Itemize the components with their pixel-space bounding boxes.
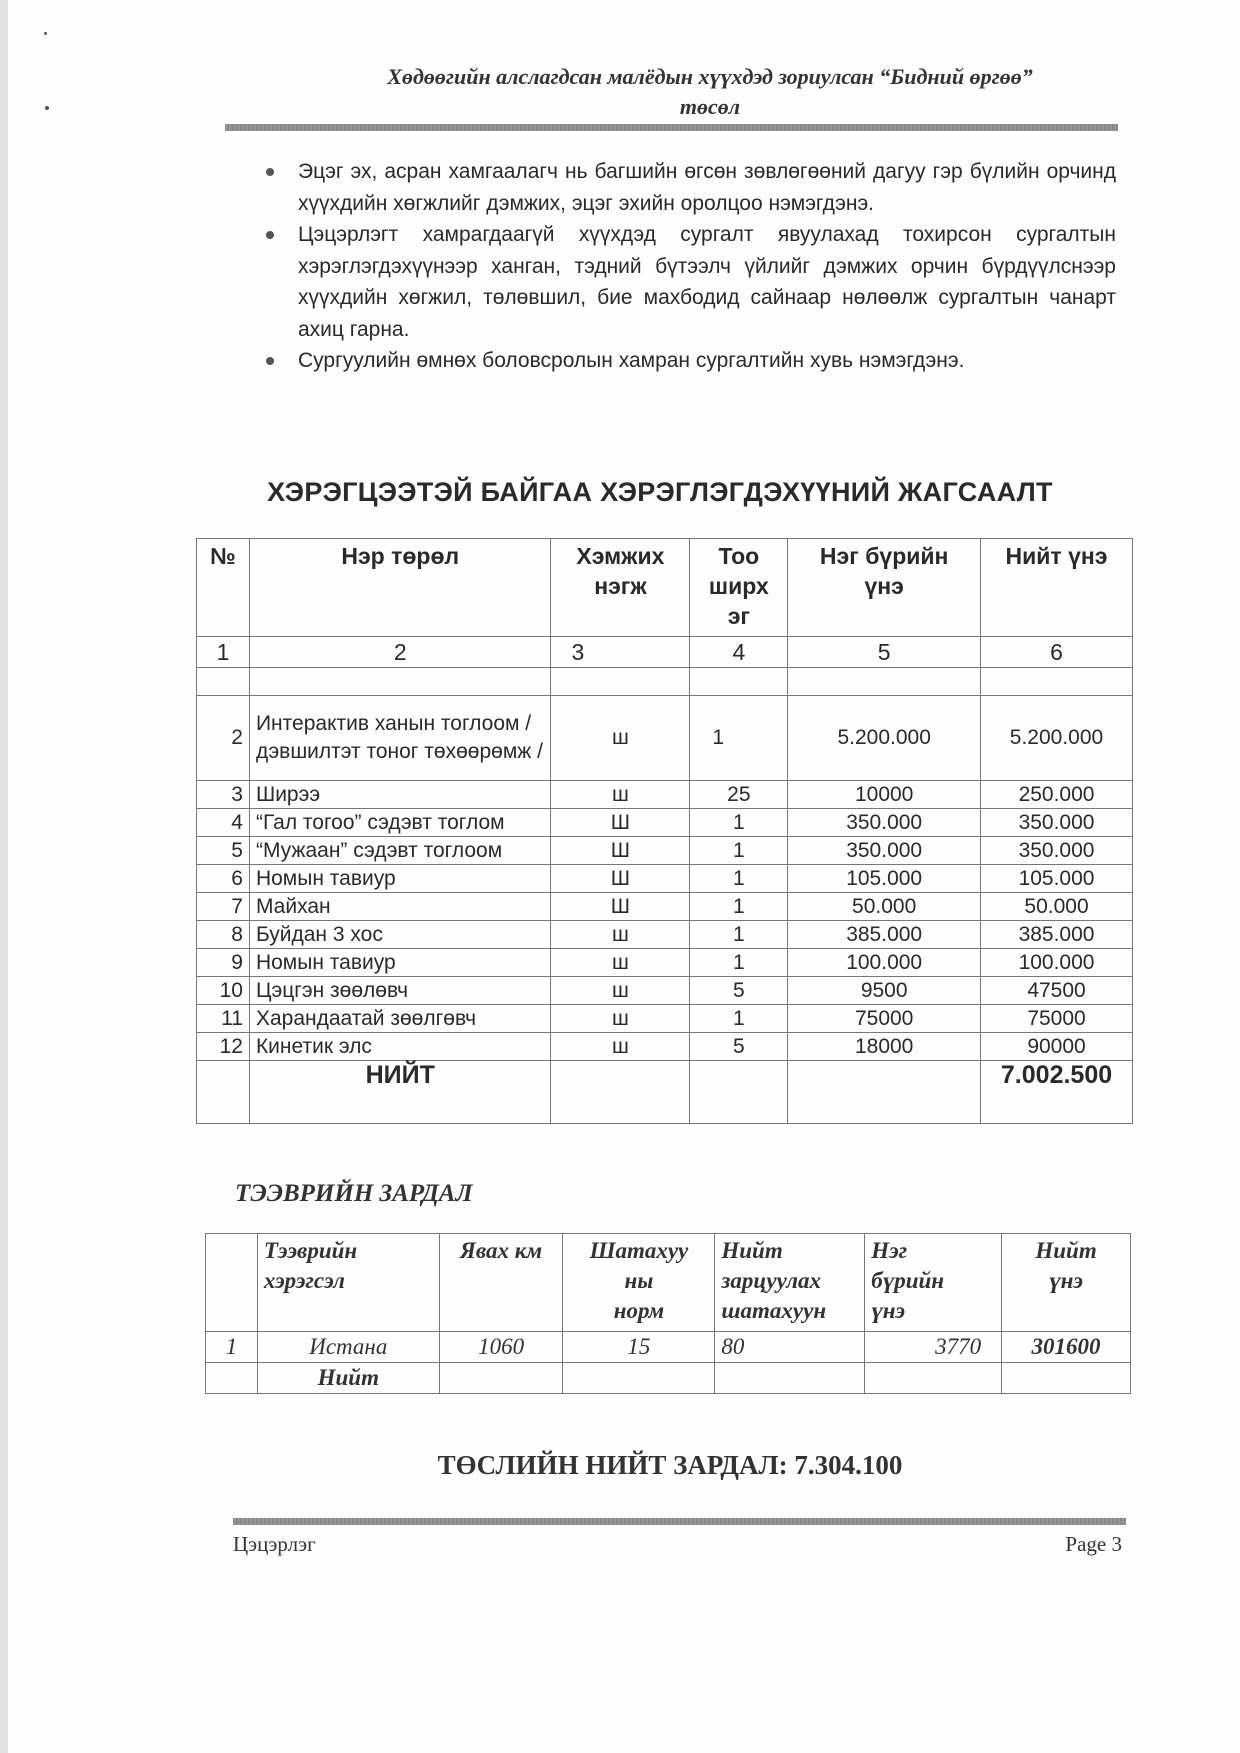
total-label: Нийт — [257, 1363, 439, 1394]
table-row: 9 Номын тавиур ш 1 100.000 100.000 — [197, 949, 1133, 977]
footer-organization: Цэцэрлэг — [233, 1532, 316, 1556]
table-row: 6 Номын тавиур Ш 1 105.000 105.000 — [197, 865, 1133, 893]
scan-speck — [44, 32, 47, 35]
outcome-list — [262, 156, 1116, 377]
table-header-row — [206, 1234, 1131, 1332]
table-row: 5 “Мужаан” сэдэвт тоглоом Ш 1 350.000 350.000 — [197, 837, 1133, 865]
table-total-row — [197, 1061, 1133, 1124]
col-header-name: Нэр төрөл — [249, 539, 551, 637]
col-header-km: Явах км — [439, 1234, 563, 1332]
col-header-qty: Тоо ширх эг — [690, 539, 788, 637]
total-value: 7.002.500 — [981, 1061, 1133, 1124]
col-header-unit-price: Нэг бүрийн үнэ — [788, 539, 981, 637]
table-header-row — [197, 539, 1133, 637]
bullet-icon — [266, 231, 274, 239]
transport-section-title: ТЭЭВРИЙН ЗАРДАЛ — [235, 1180, 473, 1207]
table-row: 8 Буйдан 3 хос ш 1 385.000 385.000 — [197, 921, 1133, 949]
table-row — [197, 668, 1133, 696]
table-row: 3 Ширээ ш 25 10000 250.000 — [197, 781, 1133, 809]
col-header-vehicle: Тээврийн хэрэгсэл — [257, 1234, 439, 1332]
bullet-icon — [266, 168, 274, 176]
table-row: 7 Майхан Ш 1 50.000 50.000 — [197, 893, 1133, 921]
equipment-section-title: ХЭРЭГЦЭЭТЭЙ БАЙГАА ХЭРЭГЛЭГДЭХҮҮНИЙ ЖАГСААЛТ — [267, 477, 1053, 507]
table-total-row — [206, 1363, 1131, 1394]
scan-edge — [0, 0, 8, 1753]
scan-speck — [45, 106, 49, 110]
bullet-icon — [266, 357, 274, 365]
project-grand-total: ТӨСЛИЙН НИЙТ ЗАРДАЛ: 7.304.100 — [437, 1450, 903, 1480]
table-row: 1 Истана 1060 15 80 3770 301600 — [206, 1332, 1131, 1363]
col-header-unit: Хэмжих нэгж — [551, 539, 690, 637]
col-header-fuel-norm: Шатахуу ны норм — [563, 1234, 715, 1332]
page-header — [300, 62, 1120, 122]
transport-table — [205, 1233, 1131, 1394]
table-row: 12 Кинетик элс ш 5 18000 90000 — [197, 1033, 1133, 1061]
list-item: Сургуулийн өмнөх боловсролын хамран сургалтийн хувь нэмэгдэнэ. — [262, 345, 1116, 377]
col-header-total: Нийт үнэ — [981, 539, 1133, 637]
table-row: 11 Харандаатай зөөлгөвч ш 1 75000 75000 — [197, 1005, 1133, 1033]
footer-divider — [233, 1518, 1126, 1525]
header-title-line1: Хөдөөгийн алслагдсан малёдын хүүхдэд зориулсан “Бидний өргөө” — [387, 64, 1033, 89]
col-header-total-fuel: Нийт зарцуулах шатахуун — [715, 1234, 865, 1332]
page-number: Page 3 — [1065, 1532, 1122, 1556]
column-number-row: 1 2 3 4 5 6 — [197, 637, 1133, 668]
header-divider — [225, 124, 1118, 131]
total-label: НИЙТ — [249, 1061, 551, 1124]
header-title-line2: төсөл — [679, 94, 741, 119]
col-header-unit-price: Нэг бүрийн үнэ — [865, 1234, 1002, 1332]
table-row: 2 Интерактив ханын тоглоом /дэвшилтэт тоног төхөөрөмж / ш 1 5.200.000 5.200.000 — [197, 696, 1133, 781]
table-row: 10 Цэцгэн зөөлөвч ш 5 9500 47500 — [197, 977, 1133, 1005]
col-header-total-price: Нийт үнэ — [1002, 1234, 1131, 1332]
equipment-table — [196, 538, 1133, 1124]
table-row: 4 “Гал тогоо” сэдэвт тоглом Ш 1 350.000 350.000 — [197, 809, 1133, 837]
list-item: Цэцэрлэгт хамрагдаагүй хүүхдэд сургалт явуулахад тохирсон сургалтын хэрэглэгдэхүүнээр ханган, тэдний бүтээлч үйлийг дэмжих орчин бүрдүүлснээр хүүхдийн хөгжил, төлөвшил, бие махбодид сайнаар нөлөөлж сургалтын чанарт ахиц гарна. — [262, 219, 1116, 345]
col-header-no: № — [197, 539, 250, 637]
list-item: Эцэг эх, асран хамгаалагч нь багшийн өгсөн зөвлөгөөний дагуу гэр бүлийн орчинд хүүхдийн хөгжлийг дэмжих, эцэг эхийн оролцоо нэмэгдэнэ. — [262, 156, 1116, 219]
